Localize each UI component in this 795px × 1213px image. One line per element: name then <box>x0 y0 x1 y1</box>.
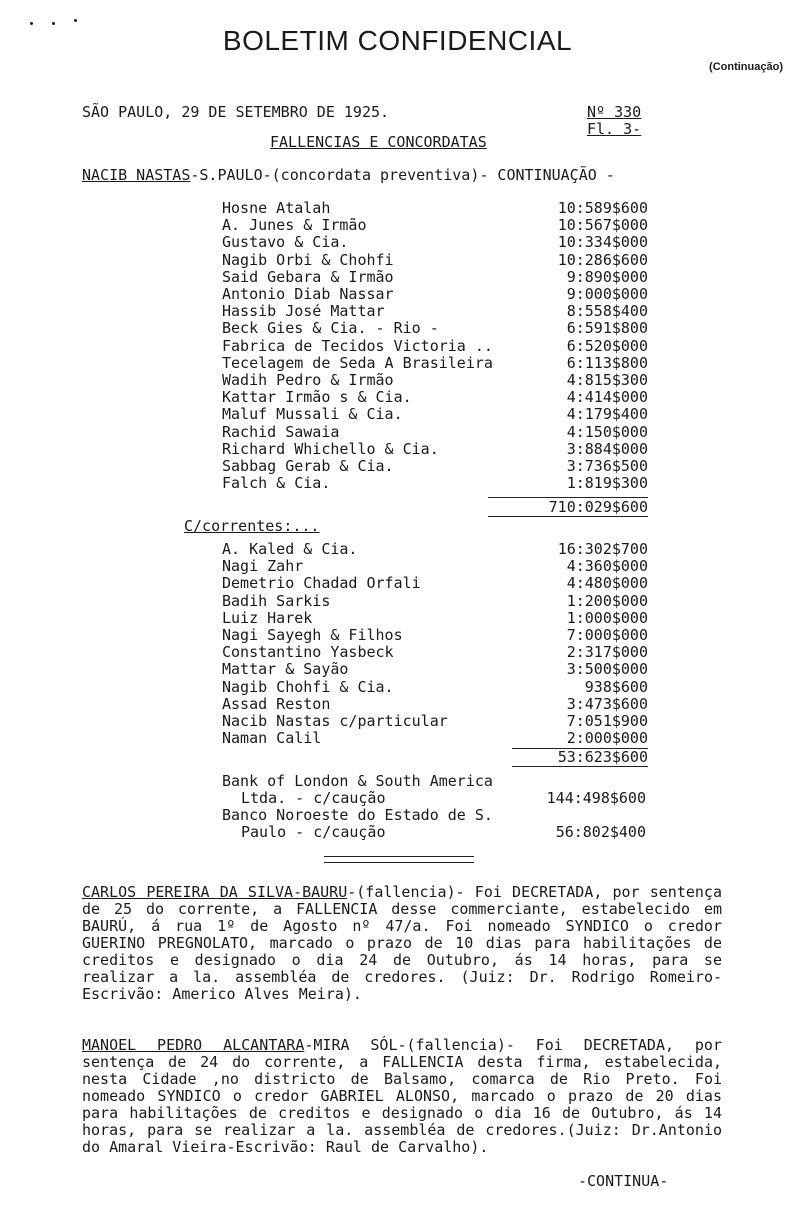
account-value: 3:473$600 <box>566 694 648 713</box>
account-row <box>222 713 648 730</box>
creditor-row <box>222 200 648 217</box>
creditor-name: Tecelagem de Seda A Brasileira <box>222 355 499 372</box>
account-name: Nagib Chohfi & Cia. <box>222 679 400 696</box>
creditor-name: Kattar Irmão s & Cia. <box>222 389 418 406</box>
subtotal1: 710:029$600 <box>548 498 648 516</box>
creditor-name: Falch & Cia. <box>222 475 336 492</box>
account-row <box>222 541 648 558</box>
ccorrentes-label: C/correntes:... <box>184 517 320 535</box>
account-value: 3:500$000 <box>566 660 648 679</box>
creditor-value: 6:113$800 <box>566 353 648 372</box>
bank-name-line: Bank of London & South America <box>222 772 493 790</box>
creditor-value: 4:815$300 <box>566 371 648 389</box>
ink-speck <box>74 19 77 22</box>
creditor-value: 6:520$000 <box>566 336 648 355</box>
creditor-name: Rachid Sawaia <box>222 424 345 441</box>
account-value: 2:000$000 <box>566 729 648 748</box>
account-name: Nagi Zahr <box>222 558 309 575</box>
creditor-name: Hosne Atalah <box>222 200 336 217</box>
account-name: A. Kaled & Cia. <box>222 541 363 558</box>
account-name: Badih Sarkis <box>222 593 336 610</box>
account-name: Demetrio Chadad Orfali <box>222 575 427 592</box>
creditor-value: 9:890$000 <box>566 267 648 286</box>
case2-paragraph <box>82 884 722 1003</box>
section-title: FALLENCIAS E CONCORDATAS <box>270 133 487 151</box>
account-value: 4:480$000 <box>566 574 648 593</box>
subtotal2-underline <box>512 766 648 767</box>
creditor-row <box>222 217 648 234</box>
account-name: Mattar & Sayão <box>222 661 354 678</box>
case3-text: -MIRA SÓL-(fallencia)- Foi DECRETADA, por sentença de 24 do corrente, a FALLENCIA desta firma, estabelecida, nesta Cidade ,no districto de Balsamo, comarca de Rio Preto. Foi nomeado SYNDICO o credor GABRIEL ALONSO, marcado o prazo de 20 dias para habilitações de creditos e designado o dia 16 de Outubro, ás 14 horas, para se realizar a la. assembléa de credores.(Juiz: Dr.Antonio do Amaral Vieira-Escrivão: Raul de Carvalho). <box>82 1036 722 1156</box>
creditor-row <box>222 355 648 372</box>
creditor-value: 4:150$000 <box>566 422 648 441</box>
account-value: 7:000$000 <box>566 626 648 644</box>
account-name: Nagi Sayegh & Filhos <box>222 627 409 644</box>
bank-row <box>241 824 646 841</box>
divider-line <box>324 862 474 863</box>
account-row <box>222 679 648 696</box>
creditor-row <box>222 458 648 475</box>
case2-text: -(fallencia)- Foi DECRETADA, por sentença de 25 do corrente, a FALLENCIA desse commerciante, estabelecido em BAURÚ, á rua 1º de Agosto nº 47/a. Foi nomeado SYNDICO o credor GUERINO PREGNOLATO, marcado o prazo de 10 dias para habilitações de creditos e designado o dia 24 de Outubro, ás 14 horas, para se realizar a la. assembléa de credores. (Juiz: Dr. Rodrigo Romeiro-Escrivão: Americo Alves Meira). <box>82 883 722 1003</box>
creditor-name: Antonio Diab Nassar <box>222 286 400 303</box>
creditor-value: 9:000$000 <box>566 285 648 303</box>
creditor-name: Hassib José Mattar <box>222 303 391 320</box>
creditor-value: 4:414$000 <box>566 388 648 407</box>
creditor-name: Said Gebara & Irmão <box>222 269 400 286</box>
place-date: SÃO PAULO, 29 DE SETEMBRO DE 1925. <box>82 103 390 121</box>
creditor-name: Sabbag Gerab & Cia. <box>222 458 400 475</box>
case1-heading <box>82 167 615 184</box>
continue-footer: -CONTINUA- <box>578 1172 669 1190</box>
creditor-value: 10:334$000 <box>557 233 648 252</box>
creditor-row <box>222 389 648 406</box>
account-row <box>222 575 648 592</box>
creditor-value: 4:179$400 <box>566 405 648 424</box>
account-row <box>222 627 648 644</box>
account-name: Naman Calil <box>222 730 327 747</box>
subtotal1-underline <box>488 516 648 517</box>
bulletin-number: Nº 330 <box>587 103 642 121</box>
creditor-name: Richard Whichello & Cia. <box>222 441 445 458</box>
creditor-name: Gustavo & Cia. <box>222 234 354 251</box>
creditor-name: Maluf Mussali & Cia. <box>222 406 409 423</box>
creditor-row <box>222 372 648 389</box>
creditor-value: 3:736$500 <box>566 457 648 475</box>
bank-detail: Paulo - c/caução <box>241 824 392 841</box>
document-title: BOLETIM CONFIDENCIAL <box>222 25 573 56</box>
account-value: 1:200$000 <box>566 591 648 610</box>
bank-row <box>241 790 646 807</box>
account-value: 16:302$700 <box>557 540 648 558</box>
creditor-name: Wadih Pedro & Irmão <box>222 372 400 389</box>
account-value: 4:360$000 <box>566 557 648 576</box>
case2-name: CARLOS PEREIRA DA SILVA-BAURU <box>82 883 348 901</box>
sheet-number: Fl. 3- <box>587 120 642 138</box>
case3-paragraph <box>82 1037 722 1156</box>
creditor-row <box>222 286 648 303</box>
continuation-label: (Continuação) <box>709 61 783 73</box>
case3-name: MANOEL PEDRO ALCANTARA <box>82 1036 305 1054</box>
creditor-row <box>222 252 648 269</box>
creditor-value: 10:286$600 <box>557 250 648 269</box>
creditor-row <box>222 406 648 423</box>
bank-name-line: Banco Noroeste do Estado de S. <box>222 806 493 824</box>
account-row <box>222 696 648 713</box>
creditor-name: A. Junes & Irmão <box>222 217 373 234</box>
creditor-row <box>222 234 648 251</box>
bank-value: 56:802$400 <box>555 823 646 841</box>
creditor-value: 3:884$000 <box>566 439 648 458</box>
creditor-row <box>222 424 648 441</box>
case1-heading-rest: -S.PAULO-(concordata preventiva)- CONTINUAÇÃO - <box>190 166 615 184</box>
account-value: 1:000$000 <box>566 608 648 627</box>
bank-value: 144:498$600 <box>546 789 646 807</box>
account-row <box>222 558 648 575</box>
account-row <box>222 730 648 747</box>
creditor-name: Beck Gies & Cia. - Rio - <box>222 320 445 337</box>
subtotal2: 53:623$600 <box>557 748 648 766</box>
creditor-value: 10:567$000 <box>557 216 648 235</box>
account-name: Constantino Yasbeck <box>222 644 400 661</box>
creditor-value: 1:819$300 <box>566 474 648 493</box>
account-value: 938$600 <box>584 677 648 696</box>
case1-name: NACIB NASTAS <box>82 166 191 184</box>
creditor-name: Nagib Orbi & Chohfi <box>222 252 400 269</box>
creditor-value: 8:558$400 <box>566 302 648 321</box>
divider-line <box>324 856 474 857</box>
creditor-row <box>222 320 648 337</box>
bank-detail: Ltda. - c/caução <box>241 790 392 807</box>
creditor-value: 6:591$800 <box>566 319 648 338</box>
account-name: Assad Reston <box>222 696 336 713</box>
account-name: Nacib Nastas c/particular <box>222 713 454 730</box>
account-name: Luiz Harek <box>222 610 318 627</box>
account-value: 7:051$900 <box>566 712 648 730</box>
account-row <box>222 644 648 661</box>
creditor-name: Fabrica de Tecidos Victoria .. <box>222 338 499 355</box>
account-row <box>222 661 648 678</box>
creditor-row <box>222 303 648 320</box>
account-value: 2:317$000 <box>566 643 648 662</box>
creditor-row <box>222 269 648 286</box>
creditor-row <box>222 475 648 492</box>
creditor-row <box>222 338 648 355</box>
account-row <box>222 593 648 610</box>
account-row <box>222 610 648 627</box>
creditor-row <box>222 441 648 458</box>
creditor-value: 10:589$600 <box>557 199 648 217</box>
